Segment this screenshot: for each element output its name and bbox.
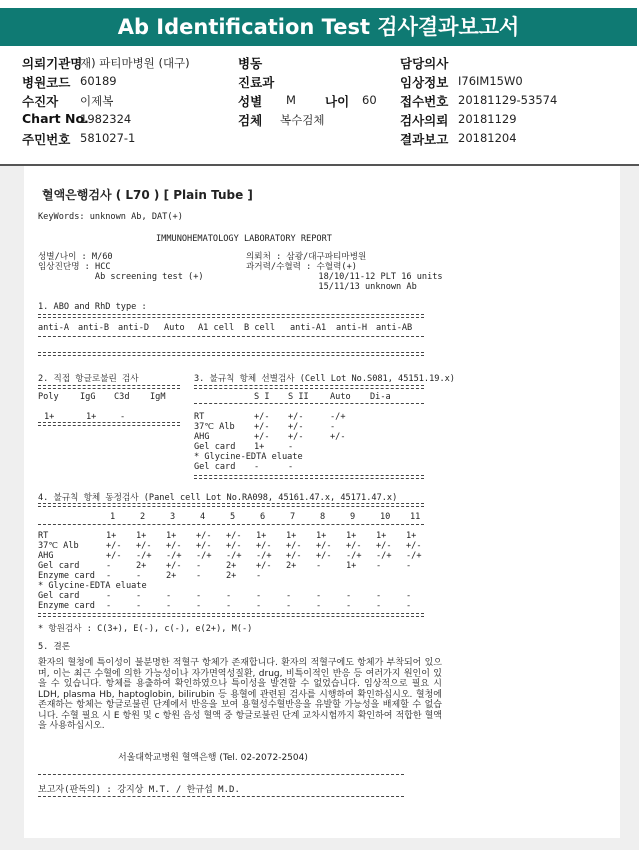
doc-title: 혈액은행검사 ( L70 ) [ Plain Tube ] xyxy=(42,188,253,202)
screen-value: +/- xyxy=(288,412,304,422)
rule xyxy=(38,524,424,525)
panel-header: 9 xyxy=(350,512,356,522)
abo-header: Auto xyxy=(164,323,185,333)
panel-value: +/- xyxy=(406,541,422,551)
panel-value: - xyxy=(256,601,262,611)
panel-value: +/- xyxy=(166,561,182,571)
panel-value: +/- xyxy=(166,541,182,551)
header-label: 성별 xyxy=(238,94,263,109)
panel-header: 4 xyxy=(200,512,206,522)
panel-value: -/+ xyxy=(346,551,362,561)
header-value: 581027-1 xyxy=(80,131,136,145)
panel-value: -/+ xyxy=(226,551,242,561)
header-value: 20181129 xyxy=(458,112,517,126)
abo-header: anti-A1 xyxy=(290,323,327,333)
panel-value: - xyxy=(376,591,382,601)
header-label: 나이 xyxy=(325,94,350,109)
panel-value: -/+ xyxy=(256,551,272,561)
panel-value: 1+ xyxy=(106,531,117,541)
panel-value: +/- xyxy=(286,551,302,561)
reporter-line: 보고자(판독의) : 강지상 M.T. / 한규섭 M.D. xyxy=(38,785,240,795)
panel-value: - xyxy=(256,571,262,581)
panel-value: - xyxy=(166,601,172,611)
panel-value: +/- xyxy=(316,541,332,551)
panel-value: +/- xyxy=(346,541,362,551)
header-label: 주민번호 xyxy=(22,132,71,147)
screen-header: Auto xyxy=(330,392,351,402)
header-label: 담당의사 xyxy=(400,56,449,71)
header-value: I76IM15W0 xyxy=(458,74,523,88)
panel-value: 1+ xyxy=(316,531,327,541)
header-value: 20181129-53574 xyxy=(458,93,558,107)
panel-value: - xyxy=(376,561,382,571)
panel-value: - xyxy=(196,571,202,581)
rule xyxy=(38,774,404,775)
screen-header: S I xyxy=(254,392,270,402)
report-header xyxy=(0,48,639,166)
panel-header: 10 xyxy=(380,512,391,522)
panel-value: - xyxy=(226,601,232,611)
panel-value: 2+ xyxy=(226,561,237,571)
panel-header: 7 xyxy=(290,512,296,522)
dat-value: 1+ xyxy=(86,412,97,422)
panel-row-label: Enzyme card xyxy=(38,601,95,611)
scan-margin-left xyxy=(0,166,24,850)
panel-header: 11 xyxy=(410,512,421,522)
dat-header: IgG xyxy=(80,392,96,402)
header-label: 결과보고 xyxy=(400,132,449,147)
panel-value: -/+ xyxy=(136,551,152,561)
panel-row-label: Gel card xyxy=(38,561,80,571)
panel-value: - xyxy=(316,591,322,601)
panel-value: 2+ xyxy=(136,561,147,571)
panel-value: - xyxy=(256,591,262,601)
panel-value: 2+ xyxy=(286,561,297,571)
scan-margin-right xyxy=(620,166,639,850)
scan-margin-bottom xyxy=(0,838,639,850)
panel-value: 2+ xyxy=(226,571,237,581)
panel-header: 5 xyxy=(230,512,236,522)
screen-value: - xyxy=(330,422,336,432)
panel-value: - xyxy=(136,591,142,601)
sec1-title: 1. ABO and RhD type : xyxy=(38,302,147,312)
panel-value: +/- xyxy=(256,561,272,571)
patient-right: 의뢰처 : 삼광/대구파티마병원 과거력/수혈력 : 수혈력(+) 18/10/11-12 PLT 16 units 15/11/13 unknown Ab xyxy=(246,252,443,292)
panel-value: 1+ xyxy=(136,531,147,541)
rule xyxy=(38,352,424,356)
screen-row-label: Gel card xyxy=(194,442,236,452)
panel-header: 3 xyxy=(170,512,176,522)
header-value: 20181204 xyxy=(458,131,517,145)
panel-row-label: Enzyme card xyxy=(38,571,95,581)
screen-header: S II xyxy=(288,392,309,402)
panel-row-label: RT xyxy=(38,531,49,541)
panel-value: +/- xyxy=(196,541,212,551)
panel-header: 2 xyxy=(140,512,146,522)
screen-row-label: * Glycine-EDTA eluate xyxy=(194,452,303,462)
abo-header: anti-AB xyxy=(376,323,413,333)
panel-value: - xyxy=(406,561,412,571)
panel-value: +/- xyxy=(286,541,302,551)
panel-value: -/+ xyxy=(196,551,212,561)
panel-value: - xyxy=(316,601,322,611)
screen-value: +/- xyxy=(330,432,346,442)
panel-value: - xyxy=(196,561,202,571)
header-label: 의뢰기관명 xyxy=(22,56,83,71)
panel-value: - xyxy=(226,591,232,601)
panel-value: - xyxy=(406,601,412,611)
header-value: 이제복 xyxy=(80,94,114,108)
panel-value: +/- xyxy=(106,541,122,551)
sec5-title: 5. 결론 xyxy=(38,642,71,652)
rule xyxy=(194,475,424,479)
rule xyxy=(38,336,424,337)
rule xyxy=(38,314,424,318)
abo-header: B cell xyxy=(244,323,276,333)
screen-value: +/- xyxy=(254,432,270,442)
panel-value: 1+ xyxy=(256,531,267,541)
panel-value: +/- xyxy=(136,541,152,551)
dat-header: C3d xyxy=(114,392,130,402)
panel-value: - xyxy=(196,601,202,611)
panel-value: - xyxy=(316,561,322,571)
rule xyxy=(38,385,180,389)
panel-row-label: AHG xyxy=(38,551,54,561)
header-value: 재) 파티마병원 (대구) xyxy=(80,56,190,70)
header-label: 병동 xyxy=(238,56,263,71)
panel-value: +/- xyxy=(256,541,272,551)
abo-header: anti-H xyxy=(336,323,368,333)
sec4-title: 4. 불규칙 항체 동정검사 (Panel cell Lot No.RA098, 45161.47.x, 45171.47.x) xyxy=(38,493,398,503)
rule xyxy=(38,796,404,797)
screen-value: -/+ xyxy=(330,412,346,422)
panel-value: -/+ xyxy=(166,551,182,561)
panel-row-label: Gel card xyxy=(38,591,80,601)
panel-value: -/+ xyxy=(376,551,392,561)
header-value: 복수검체 xyxy=(280,113,325,127)
header-label: 병원코드 xyxy=(22,75,71,90)
panel-value: - xyxy=(136,571,142,581)
header-label: Chart No. xyxy=(22,111,89,126)
screen-value: - xyxy=(254,462,260,472)
screen-value: +/- xyxy=(254,422,270,432)
screen-row-label: RT xyxy=(194,412,205,422)
panel-value: - xyxy=(106,571,112,581)
header-label: 수진자 xyxy=(22,94,59,109)
sec3-title: 3. 불규칙 항체 선별검사 (Cell Lot No.S081, 45151.19.x) xyxy=(194,374,455,384)
screen-row-label: Gel card xyxy=(194,462,236,472)
rule xyxy=(38,422,180,426)
header-value: M xyxy=(286,93,296,107)
panel-value: 1+ xyxy=(346,561,357,571)
screen-value: +/- xyxy=(288,432,304,442)
abo-header: anti-A xyxy=(38,323,70,333)
panel-value: 1+ xyxy=(376,531,387,541)
panel-value: - xyxy=(196,591,202,601)
panel-value: - xyxy=(286,601,292,611)
header-label: 접수번호 xyxy=(400,94,449,109)
abo-header: A1 cell xyxy=(198,323,235,333)
panel-value: - xyxy=(286,591,292,601)
panel-value: - xyxy=(136,601,142,611)
panel-row-label: * Glycine-EDTA eluate xyxy=(38,581,147,591)
hospital-line: 서울대학교병원 혈액은행 (Tel. 02-2072-2504) xyxy=(118,753,308,763)
scanned-report xyxy=(24,166,620,838)
panel-value: +/- xyxy=(226,541,242,551)
screen-value: +/- xyxy=(254,412,270,422)
header-value: 60 xyxy=(362,93,377,107)
panel-value: +/- xyxy=(226,531,242,541)
panel-value: - xyxy=(346,601,352,611)
dat-value: - xyxy=(120,412,126,422)
dat-header: Poly xyxy=(38,392,59,402)
rule xyxy=(194,403,424,404)
header-value: 60189 xyxy=(80,74,117,88)
panel-header: 1 xyxy=(110,512,116,522)
screen-value: 1+ xyxy=(254,442,265,452)
header-label: 검체 xyxy=(238,113,263,128)
panel-value: 1+ xyxy=(406,531,417,541)
panel-header: 8 xyxy=(320,512,326,522)
screen-header: Di-a xyxy=(370,392,391,402)
sec2-title: 2. 직접 항글로불린 검사 xyxy=(38,374,139,384)
screen-row-label: AHG xyxy=(194,432,210,442)
abo-header: anti-D xyxy=(118,323,150,333)
header-label: 검사의뢰 xyxy=(400,113,449,128)
panel-value: - xyxy=(106,591,112,601)
panel-value: +/- xyxy=(316,551,332,561)
panel-value: 2+ xyxy=(166,571,177,581)
header-label: 임상정보 xyxy=(400,75,449,90)
rule xyxy=(38,613,424,617)
patient-left: 성별/나이 : M/60 임상진단명 : HCC Ab screening test (+) xyxy=(38,252,204,282)
screen-value: - xyxy=(288,462,294,472)
panel-value: -/+ xyxy=(406,551,422,561)
keywords: KeyWords: unknown Ab, DAT(+) xyxy=(38,212,183,222)
panel-value: +/- xyxy=(106,551,122,561)
panel-value: - xyxy=(346,591,352,601)
screen-value: +/- xyxy=(288,422,304,432)
dat-value: 1+ xyxy=(44,412,55,422)
rule xyxy=(38,503,424,507)
panel-value: 1+ xyxy=(346,531,357,541)
panel-value: 1+ xyxy=(286,531,297,541)
abo-header: anti-B xyxy=(78,323,110,333)
panel-value: - xyxy=(376,601,382,611)
screen-value: - xyxy=(288,442,294,452)
header-value: 1982324 xyxy=(80,112,132,126)
panel-value: +/- xyxy=(376,541,392,551)
conclusion-text: 환자의 혈청에 특이성이 불분명한 적혈구 항체가 존재합니다. 환자의 적혈구에도 항체가 부착되어 있으며, 이는 최근 수혈에 의한 가능성이나 자가면역성질환, drug, 비특이적인 반응 등 여러가지 원인이 있을 수 있습니다. 항체를 용출하여 확인하였으나 특이성을 발견할 수 없었습니다. 임상적으로 필요 시 LDH, plasma Hb, haptoglobin, bilirubin 등 용혈에 관련된 검사를 시행하여 확인하십시오. 혈청에 존재하는 항체는 항글로불린 단계에서 반응을 보여 용혈성수혈반응을 유발할 가능성을 배제할 수 없습니다. 수혈 필요 시 E 항원 및 c 항원 음성 혈액 중 항글로불린 단계 교차시험까지 확인하여 적합한 혈액을 사용하십시오. xyxy=(38,658,442,731)
dat-header: IgM xyxy=(150,392,166,402)
panel-value: +/- xyxy=(196,531,212,541)
header-label: 진료과 xyxy=(238,75,275,90)
panel-value: - xyxy=(106,601,112,611)
panel-value: - xyxy=(406,591,412,601)
panel-row-label: 37℃ Alb xyxy=(38,541,79,551)
panel-value: - xyxy=(166,591,172,601)
antigen-test: * 항원검사 : C(3+), E(-), c(-), e(2+), M(-) xyxy=(38,624,253,634)
rule xyxy=(194,385,424,389)
panel-value: 1+ xyxy=(166,531,177,541)
panel-value: - xyxy=(106,561,112,571)
report-title: Ab Identification Test 검사결과보고서 xyxy=(0,8,637,46)
panel-header: 6 xyxy=(260,512,266,522)
lab-title: IMMUNOHEMATOLOGY LABORATORY REPORT xyxy=(156,234,332,244)
screen-row-label: 37℃ Alb xyxy=(194,422,235,432)
